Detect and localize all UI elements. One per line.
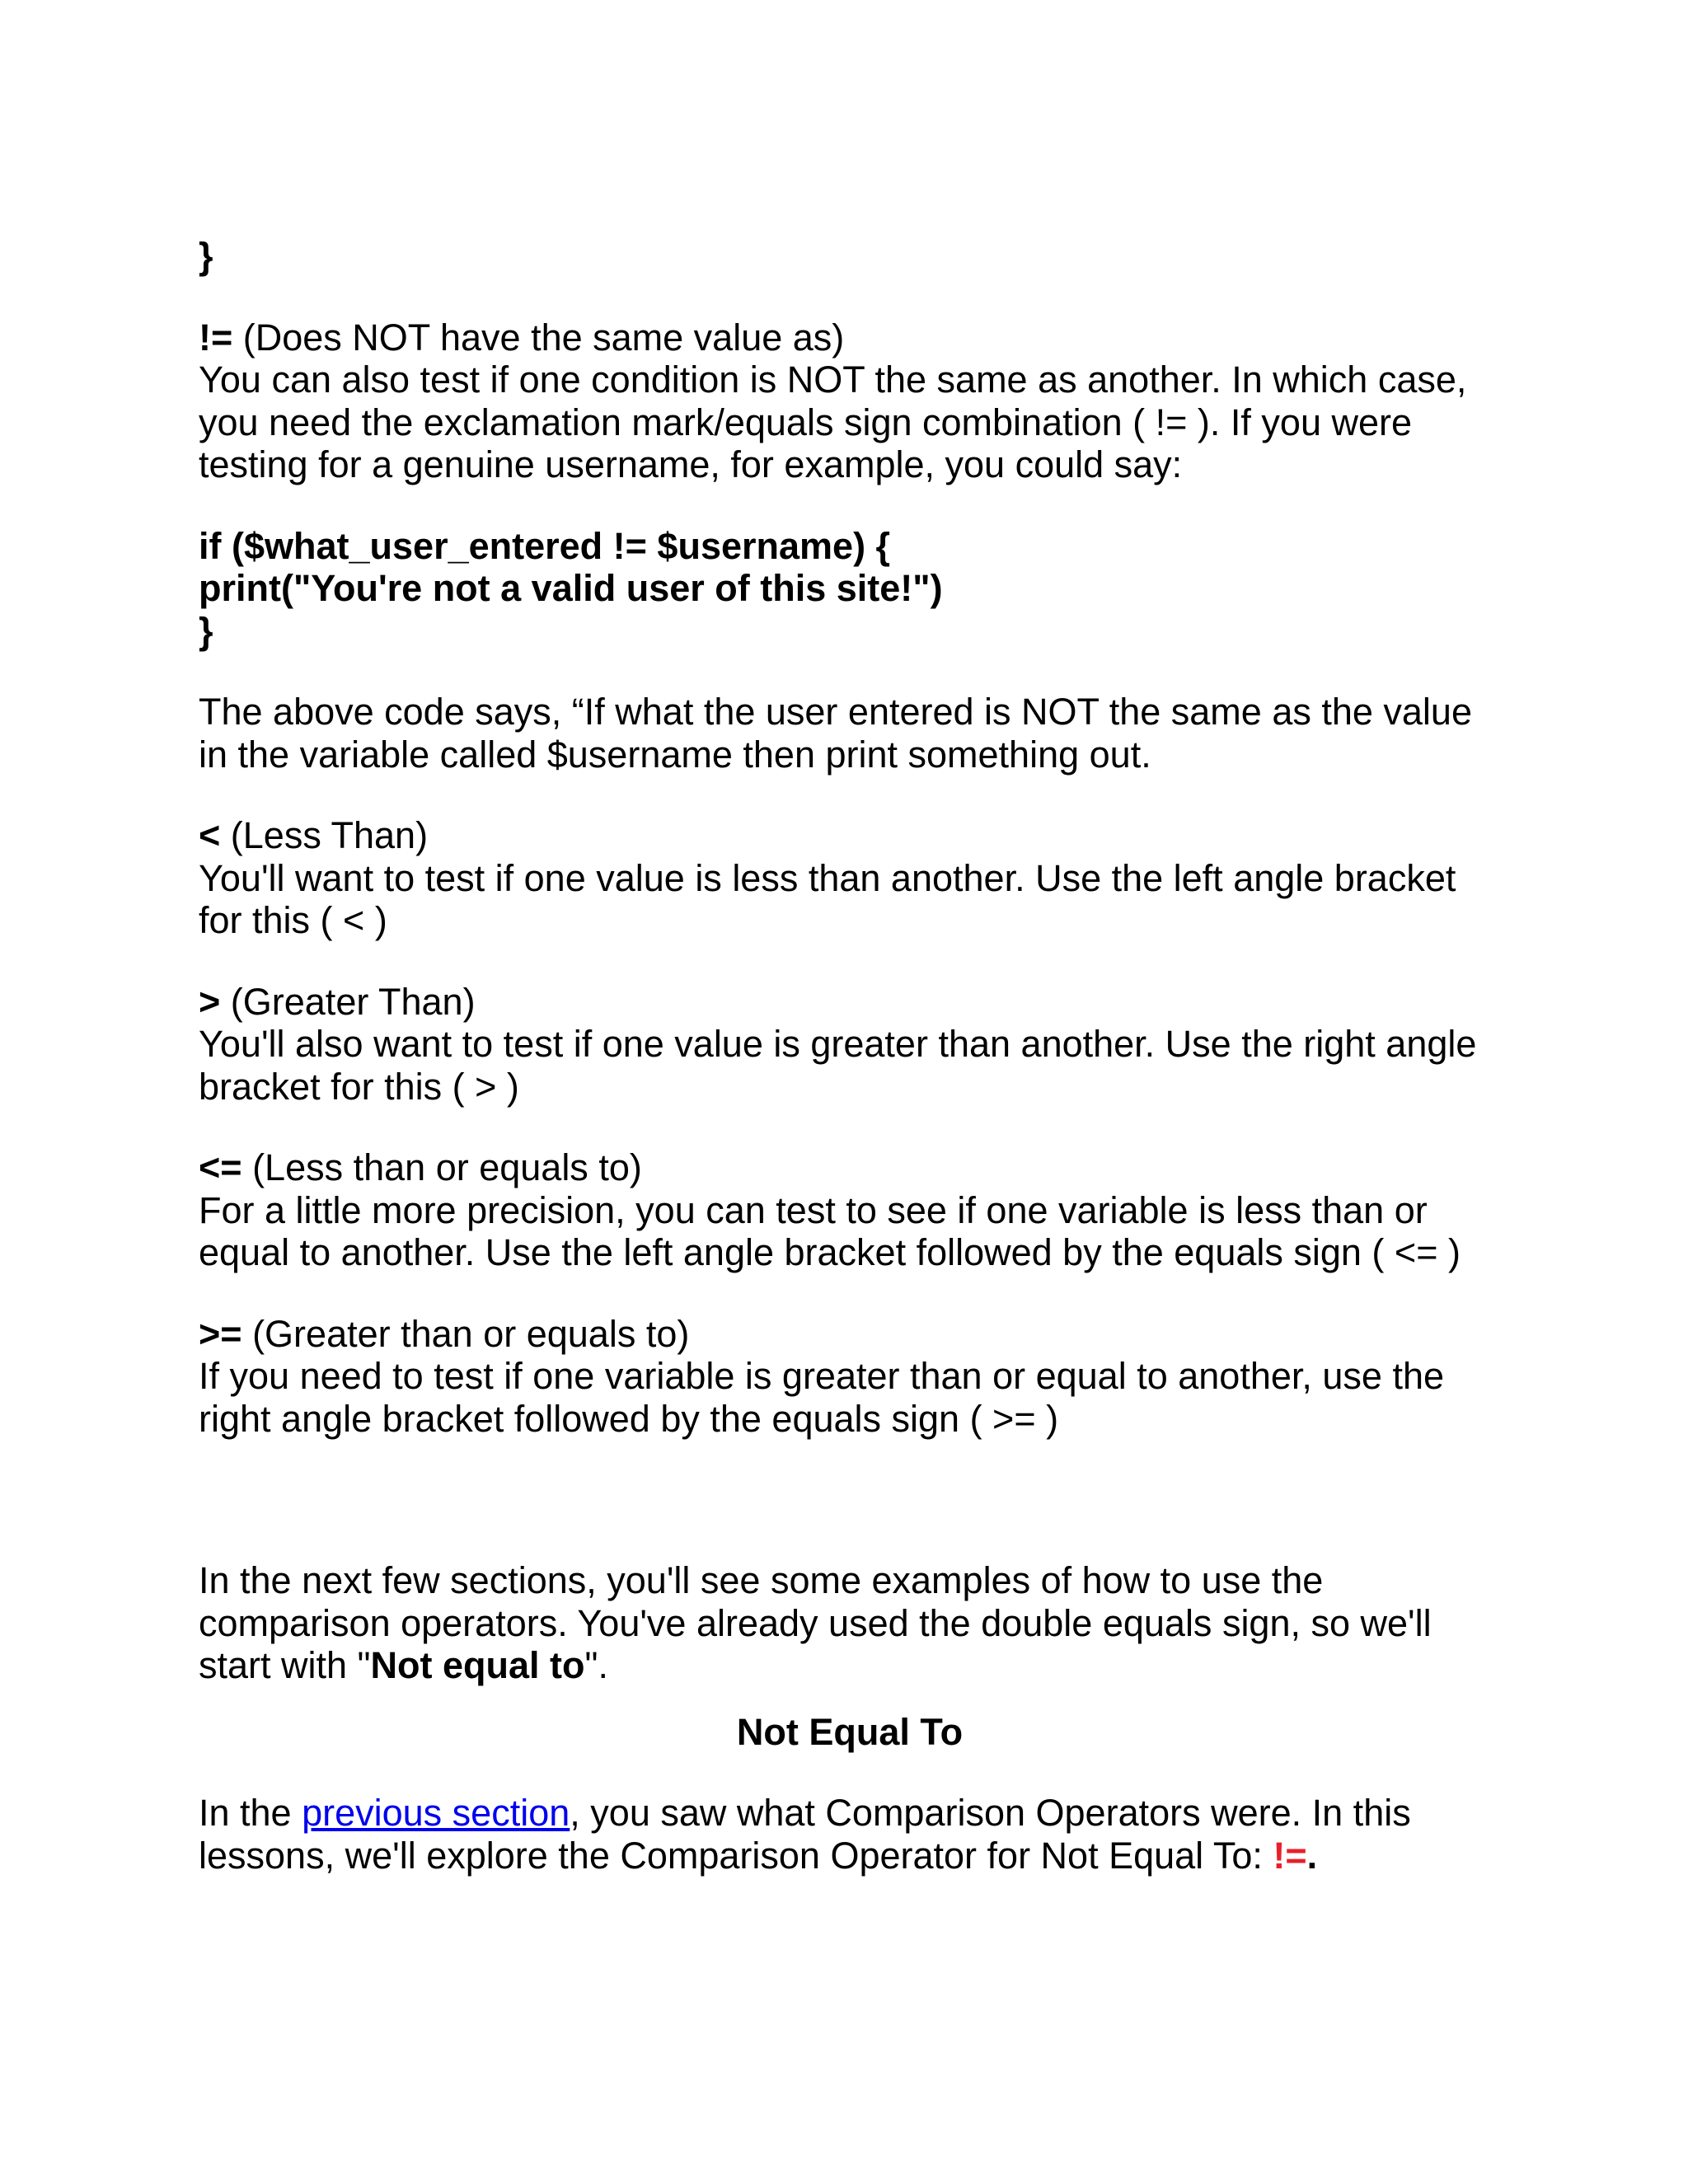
spacer [199,652,1501,691]
greater-than-title-text: (Greater Than) [220,980,476,1023]
spacer [199,942,1501,981]
code-line-3: } [199,609,213,652]
not-equal-symbol: != [199,316,233,359]
spacer [199,1440,1501,1521]
next-sections-line-1: In the next few sections, you'll see some examples of how to use the [199,1559,1324,1601]
not-equal-to-emphasis: Not equal to [370,1644,585,1686]
next-sections-paragraph [199,1559,1501,1687]
next-sections-line-3-pre: start with " [199,1644,371,1686]
spacer [199,1753,1501,1792]
code-line-2: print("You're not a valid user of this site!") [199,567,943,609]
code-example [199,525,1501,653]
code-line-1: if ($what_user_entered != $username) { [199,524,891,567]
spacer [199,1108,1501,1146]
not-equal-line-2: you need the exclamation mark/equals sign combination ( != ). If you were [199,401,1413,443]
greater-than-line-2: bracket for this ( > ) [199,1065,519,1108]
greater-than-title [199,981,1501,1024]
less-equal-symbol: <= [199,1146,242,1188]
not-equal-definition [199,316,1501,486]
previous-section-paragraph [199,1792,1501,1877]
document-page [199,235,1501,1877]
next-sections-line-3-post: ". [584,1644,608,1686]
less-than-line-2: for this ( < ) [199,899,387,941]
next-sections-line-2: comparison operators. You've already used the double equals sign, so we'll [199,1601,1432,1644]
less-equal-definition [199,1146,1501,1274]
code-explanation [199,691,1501,776]
previous-line-1 [199,1792,1501,1835]
greater-equal-definition [199,1313,1501,1441]
not-equal-line-3: testing for a genuine username, for example, you could say: [199,443,1183,485]
not-equal-title [199,316,1501,359]
previous-line-2-pre: lessons, we'll explore the Comparison Operator for Not Equal To: [199,1834,1273,1877]
spacer [199,1687,1501,1711]
spacer [199,486,1501,525]
less-equal-title [199,1146,1501,1189]
code-explanation-line-1: The above code says, “If what the user entered is NOT the same as the value [199,691,1472,733]
previous-line-2 [199,1835,1501,1877]
less-than-line-1: You'll want to test if one value is less than another. Use the left angle bracket [199,856,1456,899]
previous-line-2-end: . [1306,1834,1318,1877]
greater-equal-title [199,1313,1501,1356]
not-equal-line-1: You can also test if one condition is NOT the same as another. In which case, [199,359,1467,401]
greater-than-line-1: You'll also want to test if one value is greater than another. Use the right angle [199,1023,1477,1065]
greater-equal-line-2: right angle bracket followed by the equals sign ( >= ) [199,1397,1059,1440]
not-equal-operator-highlight: != [1273,1834,1307,1877]
less-than-definition [199,814,1501,942]
less-than-title-text: (Less Than) [220,814,429,856]
greater-equal-line-1: If you need to test if one variable is greater than or equal to another, use the [199,1355,1444,1397]
code-explanation-line-2: in the variable called $username then print something out. [199,733,1151,776]
less-than-title [199,814,1501,857]
less-equal-title-text: (Less than or equals to) [241,1146,642,1188]
greater-than-symbol: > [199,980,221,1023]
closing-brace: } [199,235,213,277]
less-equal-line-1: For a little more precision, you can test to see if one variable is less than or [199,1188,1428,1231]
next-sections-line-3 [199,1644,1501,1687]
previous-line-1-post: , you saw what Comparison Operators were. In this [570,1792,1411,1834]
less-than-symbol: < [199,814,221,856]
spacer [199,1521,1501,1559]
spacer [199,278,1501,316]
previous-section-link[interactable]: previous section [302,1792,570,1834]
greater-equal-symbol: >= [199,1312,242,1355]
greater-than-definition [199,981,1501,1108]
less-equal-line-2: equal to another. Use the left angle bracket followed by the equals sign ( <= ) [199,1231,1461,1273]
spacer [199,1274,1501,1313]
spacer [199,776,1501,814]
previous-line-1-pre: In the [199,1792,302,1834]
greater-equal-title-text: (Greater than or equals to) [241,1312,690,1355]
section-heading: Not Equal To [736,1710,964,1753]
not-equal-title-text: (Does NOT have the same value as) [232,316,845,359]
